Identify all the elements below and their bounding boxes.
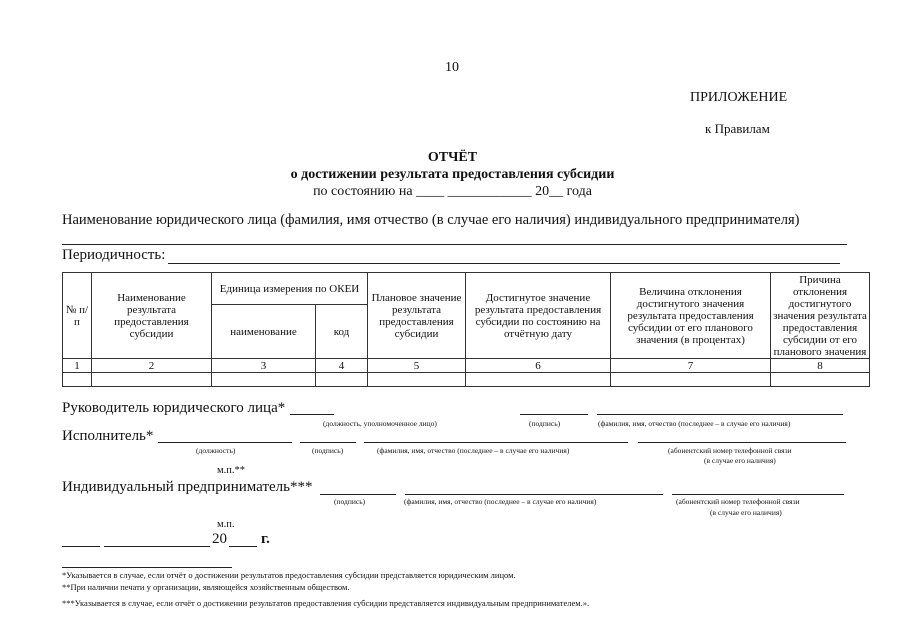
stamp-label: м.п.**: [217, 465, 246, 476]
date-suffix-label: г.: [261, 531, 270, 547]
footnote-2: **При наличии печати у организации, являющейся хозяйственным обществом.: [62, 582, 350, 592]
executor-label: Исполнитель*: [62, 428, 154, 444]
page-number: 10: [445, 60, 459, 75]
col-num-3: 3: [212, 359, 316, 373]
th-unit-code: код: [316, 305, 368, 359]
date-suffix: года: [566, 184, 592, 199]
date-prefix: по состоянию на: [313, 184, 413, 199]
cell[interactable]: [466, 373, 611, 387]
col-num-7: 7: [611, 359, 771, 373]
col-num-1: 1: [63, 359, 92, 373]
th-result-name: Наименование результата предоставления субсидии: [92, 273, 212, 359]
th-unit-name: наименование: [212, 305, 316, 359]
ie-fullname-line[interactable]: [405, 494, 663, 495]
executor-phone-caption-2: (в случае его наличия): [704, 456, 776, 465]
executor-phone-caption: (абонентский номер телефонной связи: [668, 446, 792, 455]
table-row[interactable]: [63, 373, 870, 387]
executor-signature-caption: (подпись): [312, 446, 344, 455]
stamp-label-2: м.п.: [217, 519, 235, 530]
entity-name-line[interactable]: [62, 244, 847, 245]
th-achieved: Достигнутое значение результата предоставления субсидии по состоянию на отчётную дату: [466, 273, 611, 359]
report-table: [62, 272, 870, 387]
col-num-4: 4: [316, 359, 368, 373]
cell[interactable]: [212, 373, 316, 387]
head-signature-line[interactable]: [520, 414, 588, 415]
executor-phone-line[interactable]: [638, 442, 846, 443]
th-planned: Плановое значение результата предоставления субсидии: [368, 273, 466, 359]
executor-fullname-line[interactable]: [364, 442, 628, 443]
date-day-line[interactable]: [62, 546, 100, 547]
col-num-6: 6: [466, 359, 611, 373]
th-deviation: Величина отклонения достигнутого значения результата предоставления субсидии от его планового значения (в процентах): [611, 273, 771, 359]
head-label: Руководитель юридического лица*: [62, 400, 286, 416]
date-month-line[interactable]: [104, 546, 210, 547]
ie-phone-caption-2: (в случае его наличия): [710, 508, 782, 517]
entrepreneur-label: Индивидуальный предприниматель***: [62, 479, 313, 495]
ie-phone-caption: (абонентский номер телефонной связи: [676, 497, 800, 506]
col-num-5: 5: [368, 359, 466, 373]
executor-signature-line[interactable]: [300, 442, 356, 443]
date-year: 20: [535, 184, 550, 199]
entity-name-label: Наименование юридического лица (фамилия, имя отчество (в случае его наличия) индивидуального предпринимателя): [62, 212, 800, 228]
date-year-prefix: 20: [212, 531, 227, 547]
report-title: ОТЧЁТ: [427, 150, 478, 165]
th-reason: Причина отклонения достигнутого значения результата предоставления субсидии от его планового значения: [771, 273, 870, 359]
ie-phone-line[interactable]: [672, 494, 844, 495]
cell[interactable]: [368, 373, 466, 387]
head-signature-caption: (подпись): [529, 419, 561, 428]
th-number: № п/п: [63, 273, 92, 359]
executor-fullname-caption: (фамилия, имя, отчество (последнее – в случае его наличия): [377, 446, 570, 455]
ie-signature-line[interactable]: [320, 494, 396, 495]
appendix-label: ПРИЛОЖЕНИЕ: [690, 90, 788, 105]
executor-position-line[interactable]: [158, 442, 292, 443]
footnote-3: ***Указывается в случае, если отчёт о достижении результатов предоставления субсидии представляется индивидуальным предпринимателем.».: [62, 598, 590, 608]
head-fullname-line[interactable]: [597, 414, 843, 415]
date-year-line[interactable]: [229, 546, 257, 547]
periodicity-label: Периодичность:: [62, 247, 166, 263]
report-subtitle: о достижении результата предоставления субсидии: [290, 167, 615, 182]
footnote-separator: [62, 567, 232, 568]
ie-fullname-caption: (фамилия, имя, отчество (последнее – в случае его наличия): [404, 497, 597, 506]
cell[interactable]: [316, 373, 368, 387]
appendix-rules: к Правилам: [705, 121, 770, 136]
executor-position-caption: (должность): [196, 446, 236, 455]
head-position-caption: (должность, уполномоченное лицо): [323, 419, 437, 428]
footnote-1: *Указывается в случае, если отчёт о достижении результатов предоставления субсидии представляется юридическим лицом.: [62, 570, 516, 580]
head-fullname-caption: (фамилия, имя, отчество (последнее – в случае его наличия): [598, 419, 791, 428]
cell[interactable]: [771, 373, 870, 387]
report-date-line: по состоянию на ____ ____________ 20__ года: [313, 184, 592, 199]
cell[interactable]: [63, 373, 92, 387]
col-num-8: 8: [771, 359, 870, 373]
periodicity-line[interactable]: [168, 263, 840, 264]
head-position-line[interactable]: [290, 414, 334, 415]
cell[interactable]: [92, 373, 212, 387]
cell[interactable]: [611, 373, 771, 387]
ie-signature-caption: (подпись): [334, 497, 366, 506]
col-num-2: 2: [92, 359, 212, 373]
th-unit: Единица измерения по ОКЕИ: [212, 273, 368, 305]
